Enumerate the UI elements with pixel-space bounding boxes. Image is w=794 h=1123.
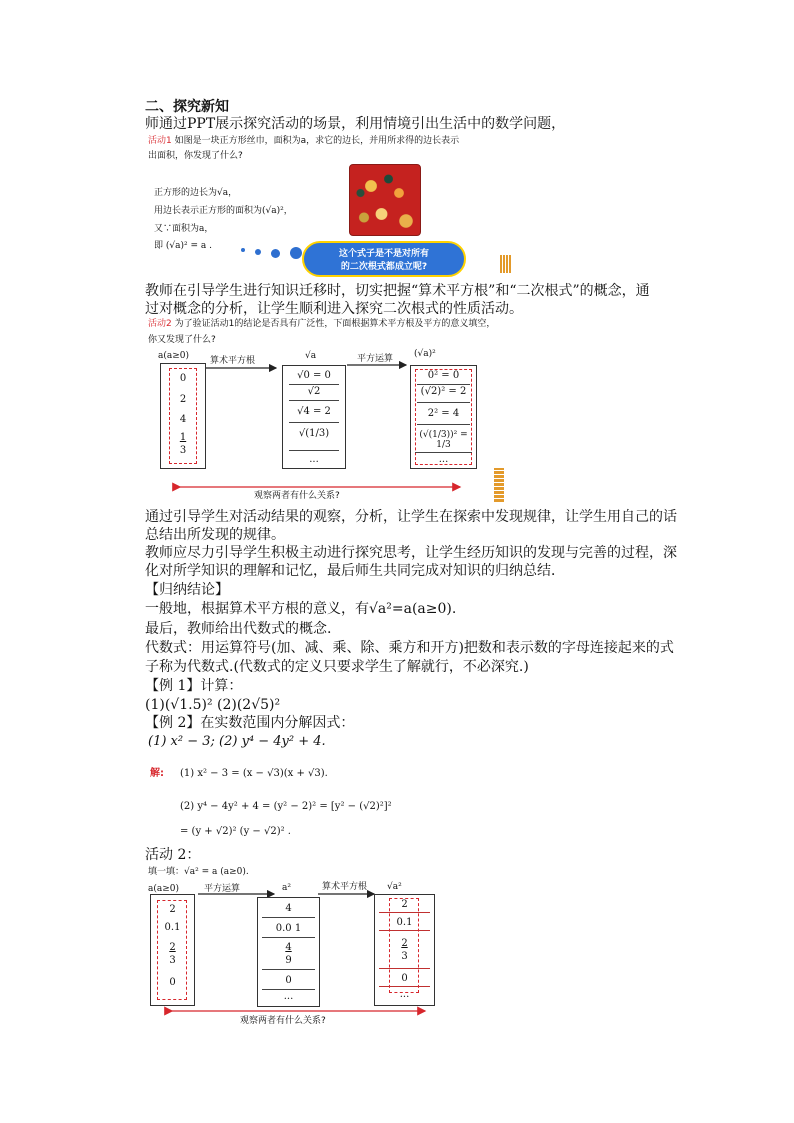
activity2a-text2: 你又发现了什么? [148, 335, 216, 345]
table1-col1-cell: 0 [179, 373, 187, 384]
example1-head: 【例 1】计算： [145, 678, 243, 694]
table2-arrow2-label: 算术平方根 [322, 882, 368, 892]
activity1-text1: 如图是一块正方形丝巾，面积为a，求它的边长，并用所求得的边长表示 [174, 136, 460, 146]
table1-col1-box [160, 363, 206, 469]
conclusion-line3a: 代数式：用运算符号(加、减、乘、除、乘方和开方)把数和表示数的字母连接起来的式 [145, 640, 674, 656]
table2-col3-cell: 2 [401, 899, 408, 910]
section-heading: 二、探究新知 [145, 99, 229, 115]
intro-paragraph: 师通过PPT展示探究活动的场景，利用情境引出生活中的数学问题， [145, 116, 566, 132]
conclusion-head: 【归纳结论】 [145, 582, 229, 598]
table2-col2-head: a² [282, 883, 291, 893]
table2-arrow1-label: 平方运算 [204, 884, 241, 894]
activity2b-fill: 填一填：√a² = a (a≥0). [148, 867, 249, 877]
para3-line2: 化对所学知识的理解和记忆，最后师生共同完成对知识的归纳总结． [145, 563, 565, 579]
table2-col3-cell: 2 [401, 938, 408, 949]
example1-items: (1)(√1.5)² (2)(2√5)² [145, 697, 281, 713]
table2-col3-head: √a² [387, 882, 402, 892]
table2-observe-label: 观察两者有什么关系? [240, 1016, 326, 1026]
solution-line1: (1) x² − 3 = (x − √3)(x + √3). [180, 768, 328, 779]
table1-col2-cell: √0 = 0 [289, 370, 339, 385]
table2-col1-cell: 2 [169, 904, 176, 915]
table2-col2-cell: ... [283, 991, 294, 1002]
table1-observe-label: 观察两者有什么关系? [254, 491, 340, 501]
activity1-text2: 出面积，你发现了什么? [148, 151, 243, 161]
table2-col3-cell: ... [399, 989, 410, 1000]
conclusion-line3b: 子称为代数式.(代数式的定义只要求学生了解就行，不必深究.) [145, 659, 529, 675]
table1-col3-cell: (√2)² = 2 [417, 386, 470, 403]
table1-col3-cell: 0² = 0 [417, 370, 470, 385]
activity1-tag: 活动1 [148, 136, 172, 146]
table2-col1-cell: 0.1 [164, 922, 181, 933]
table1-col2-cell: √2 [289, 386, 339, 401]
table2-col2-cell: 0 [262, 975, 315, 990]
para2-line1: 通过引导学生对活动结果的观察，分析，让学生在探索中发现规律，让学生用自己的话 [145, 509, 677, 525]
table1-col1-cell: 4 [179, 414, 187, 425]
activity2b-title: 活动 2： [145, 847, 201, 863]
table1-col2-cell: ... [309, 454, 319, 465]
activity1-line3: 又∵面积为a， [154, 224, 214, 234]
table2-col1-cell: 0 [169, 977, 176, 988]
activity1-line4: 即 (√a)² = a . [154, 241, 212, 251]
activity1-line1: 正方形的边长为√a， [154, 188, 238, 198]
table2-col2-cell: 4 [285, 942, 292, 953]
table2-col2-box [257, 897, 320, 1007]
table2-col1-cell: 3 [169, 955, 176, 966]
table1-col2-cell: √4 = 2 [289, 406, 339, 423]
pencil-icon [494, 468, 504, 502]
conclusion-line2: 最后，教师给出代数式的概念. [145, 621, 332, 637]
solution-label: 解: [150, 768, 164, 779]
table2-col3-cell: 3 [401, 951, 408, 962]
table1-col2-head: √a [305, 351, 317, 361]
table2-col2-cell: 0.0 1 [262, 923, 315, 938]
table1-col1-cell: 1 [179, 432, 187, 443]
solution-line3: = (y + √2)² (y − √2)² . [180, 826, 291, 837]
para3-line1: 教师应尽力引导学生积极主动进行探究思考，让学生经历知识的发现与完善的过程，深 [145, 545, 677, 561]
example2-head: 【例 2】在实数范围内分解因式： [145, 715, 355, 731]
bubble-line2: 的二次根式都成立呢? [340, 262, 428, 272]
table2-col2-cell: 9 [262, 955, 315, 970]
table1-arrow1-label: 算术平方根 [210, 356, 256, 366]
table1-col3-cell: (√(1/3))² = 1/3 [415, 430, 472, 453]
example2-items: (1) x² − 3; (2) y⁴ − 4y² + 4. [148, 734, 326, 749]
activity2a-tag: 活动2 [148, 319, 172, 329]
table1-col1-head: a(a≥0) [158, 351, 190, 361]
table2-col1-head: a(a≥0) [148, 884, 180, 894]
solution-line2: (2) y⁴ − 4y² + 4 = (y² − 2)² = [y² − (√2)²]² [180, 801, 392, 812]
table1-arrow2-label: 平方运算 [357, 354, 394, 364]
table2-col3-cell: 0.1 [396, 917, 413, 928]
table2-col1-box [150, 894, 195, 1006]
table2-col1-cell: 2 [169, 942, 176, 953]
table1-col3-box [410, 365, 477, 469]
conclusion-line1: 一般地，根据算术平方根的意义，有√a²=a(a≥0). [145, 601, 457, 617]
activity1-line2: 用边长表示正方形的面积为(√a)²， [154, 206, 293, 216]
bubble-line1: 这个式子是不是对所有 [338, 249, 429, 259]
para2-line2: 总结出所发现的规律。 [145, 527, 285, 543]
table2-col3-cell: 0 [401, 973, 408, 984]
activity2a-text1: 为了验证活动1的结论是否具有广泛性，下面根据算术平方根及平方的意义填空， [174, 319, 496, 329]
table2-col2-cell: 4 [262, 903, 315, 918]
para1-line1: 教师在引导学生进行知识迁移时，切实把握“算术平方根”和“二次根式”的概念，通 [145, 283, 650, 299]
table1-col2-box [282, 365, 346, 469]
table1-col3-cell: ... [438, 454, 449, 465]
table1-col3-cell: 2² = 4 [417, 408, 470, 425]
table2-col3-box [374, 894, 435, 1006]
table1-col3-head: (√a)² [414, 349, 436, 359]
table1-col1-cell: 3 [179, 445, 187, 456]
table1-col1-cell: 2 [179, 394, 187, 405]
para1-line2: 过对概念的分析，让学生顺利进入探究二次根式的性质活动。 [145, 301, 523, 317]
table1-col2-cell: √(1/3) [289, 428, 339, 451]
